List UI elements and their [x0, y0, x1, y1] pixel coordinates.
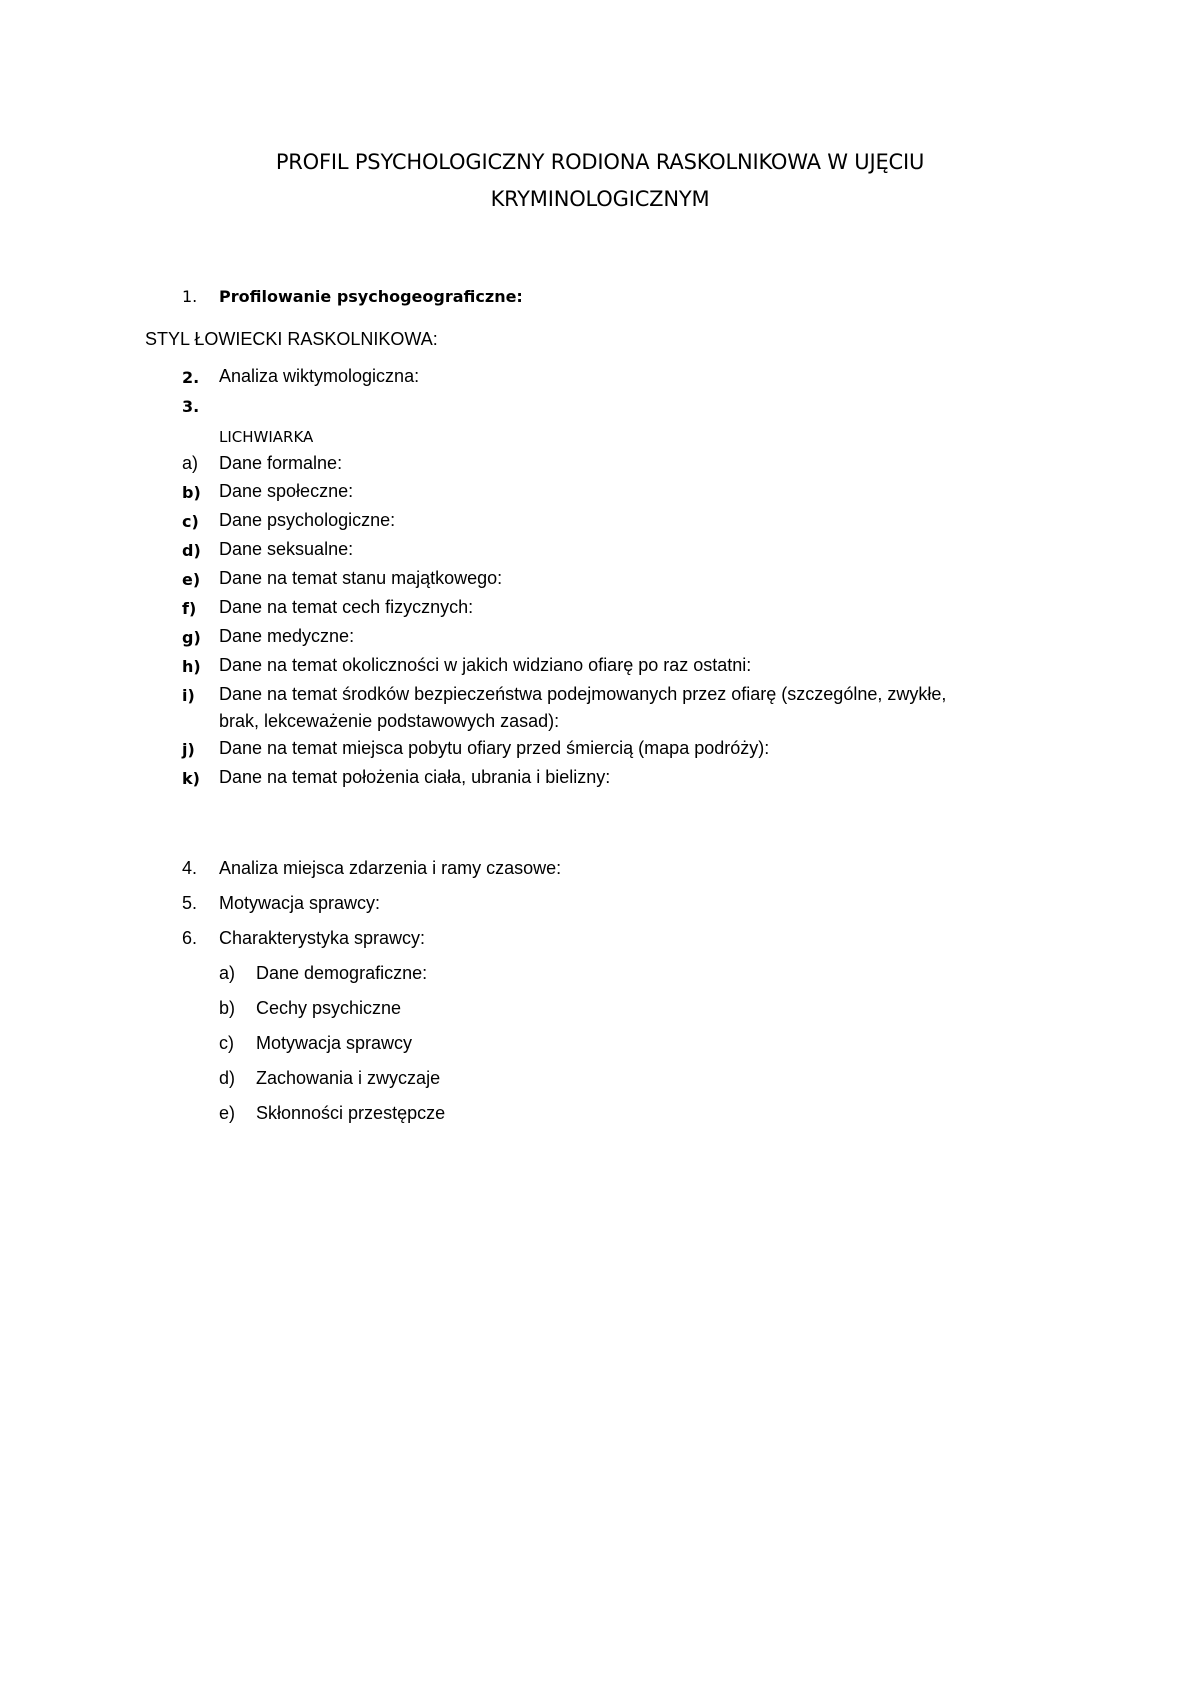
section-5-label: Motywacja sprawcy: [219, 893, 381, 913]
section-4-label: Analiza miejsca zdarzenia i ramy czasowe: [219, 858, 562, 878]
list-item: Dane na temat okoliczności w jakich widziano ofiarę po raz ostatni: [219, 655, 752, 675]
list-item-marker: g) [182, 628, 201, 647]
list-item-marker: i) [182, 686, 195, 705]
list-item: Dane społeczne: [219, 481, 354, 501]
list-item-marker: d) [182, 541, 201, 560]
hunting-style-heading: STYL ŁOWIECKI RASKOLNIKOWA: [145, 329, 438, 349]
list-item-marker: d) [219, 1068, 236, 1088]
document-title-line-2: KRYMINOLOGICZNYM [490, 187, 710, 211]
list-item-marker: h) [182, 657, 201, 676]
list-item: Dane na temat położenia ciała, ubrania i bielizny: [219, 767, 611, 787]
section-3-subtitle: LICHWIARKA [219, 428, 314, 446]
list-item-marker: b) [182, 483, 201, 502]
section-1-label: Profilowanie psychogeograficzne: [219, 287, 523, 306]
section-5-number: 5. [182, 893, 198, 913]
list-item-continuation: brak, lekceważenie podstawowych zasad): [219, 711, 560, 731]
list-item: Dane psychologiczne: [219, 510, 396, 530]
section-2-label: Analiza wiktymologiczna: [219, 366, 420, 386]
section-1-number: 1. [182, 287, 198, 306]
list-item-marker: c) [182, 512, 199, 531]
list-item: Motywacja sprawcy [256, 1033, 413, 1053]
list-item-marker: f) [182, 599, 197, 618]
list-item-marker: b) [219, 998, 236, 1018]
list-item-marker: j) [182, 740, 195, 759]
section-2-number: 2. [182, 368, 200, 387]
list-item: Dane na temat środków bezpieczeństwa podejmowanych przez ofiarę (szczególne, zwykłe, [219, 684, 947, 704]
list-item: Dane na temat cech fizycznych: [219, 597, 474, 617]
list-item: Dane medyczne: [219, 626, 355, 646]
list-item-marker: e) [182, 570, 201, 589]
section-6-label: Charakterystyka sprawcy: [219, 928, 426, 948]
list-item: Dane na temat miejsca pobytu ofiary przed śmiercią (mapa podróży): [219, 738, 770, 758]
list-item: Dane seksualne: [219, 539, 354, 559]
list-item: Dane na temat stanu majątkowego: [219, 568, 503, 588]
list-item: Dane formalne: [219, 453, 343, 473]
list-item: Zachowania i zwyczaje [256, 1068, 441, 1088]
section-3-number: 3. [182, 397, 200, 416]
list-item-marker: e) [219, 1103, 236, 1123]
list-item-marker: k) [182, 769, 200, 788]
document-title-line-1: PROFIL PSYCHOLOGICZNY RODIONA RASKOLNIKOWA W UJĘCIU [275, 150, 925, 174]
list-item-marker: a) [219, 963, 236, 983]
list-item: Dane demograficzne: [256, 963, 428, 983]
section-4-number: 4. [182, 858, 198, 878]
list-item: Skłonności przestępcze [256, 1103, 446, 1123]
list-item: Cechy psychiczne [256, 998, 402, 1018]
section-6-number: 6. [182, 928, 198, 948]
list-item-marker: c) [219, 1033, 234, 1053]
list-item-marker: a) [182, 453, 199, 473]
